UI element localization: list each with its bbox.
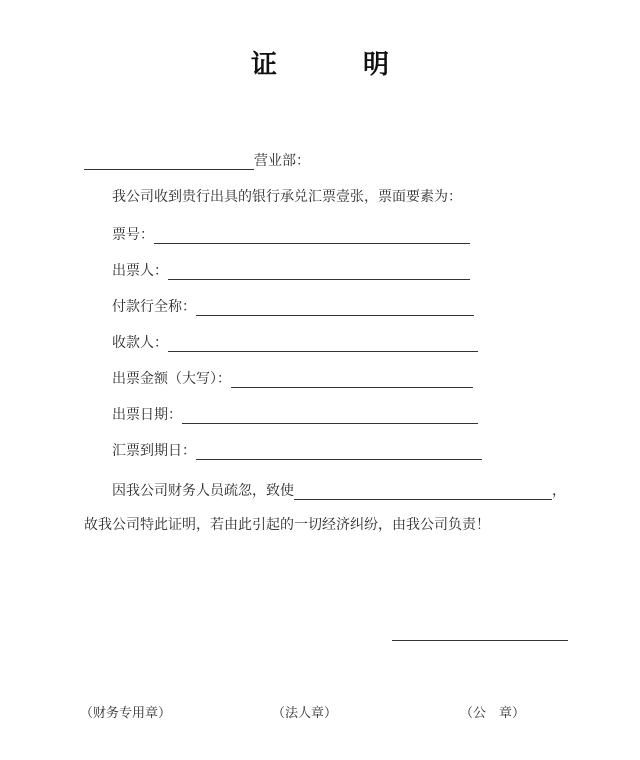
field-label: 汇票到期日： [112, 443, 196, 459]
field-label: 票号： [112, 227, 154, 243]
intro-text: 我公司收到贵行出具的银行承兑汇票壹张，票面要素为： [112, 189, 462, 205]
field-label: 收款人： [112, 335, 168, 351]
field-amount [112, 368, 473, 388]
document-title: 证 明 [250, 50, 419, 80]
field-paying-bank [112, 296, 474, 316]
field-blank [196, 445, 482, 460]
conclusion-line [84, 514, 490, 534]
intro-line [112, 186, 462, 206]
field-blank [182, 409, 478, 424]
legal-person-seal: （法人章） [272, 706, 338, 721]
field-blank [168, 337, 478, 352]
field-due-date [112, 440, 482, 460]
field-drawer [112, 260, 470, 280]
company-seal: （公 章） [460, 706, 526, 721]
addressee-blank [84, 155, 254, 170]
reason-blank [294, 485, 552, 500]
field-label: 出票金额（大写）： [112, 371, 231, 387]
field-blank [231, 373, 473, 388]
field-label: 出票人： [112, 263, 168, 279]
reason-suffix: ， [552, 483, 566, 499]
field-blank [168, 265, 470, 280]
finance-seal: （财务专用章） [80, 706, 172, 721]
reason-line [112, 480, 566, 500]
signature-line [392, 640, 568, 641]
field-blank [196, 301, 474, 316]
field-payee [112, 332, 478, 352]
conclusion-text: 故我公司特此证明，若由此引起的一切经济纠纷，由我公司负责！ [84, 517, 490, 533]
addressee-line [84, 150, 310, 170]
field-ticket-number [112, 224, 470, 244]
field-label: 付款行全称： [112, 299, 196, 315]
field-blank [154, 229, 470, 244]
reason-prefix: 因我公司财务人员疏忽，致使 [112, 483, 294, 499]
field-label: 出票日期： [112, 407, 182, 423]
field-issue-date [112, 404, 478, 424]
addressee-suffix: 营业部： [254, 153, 310, 169]
